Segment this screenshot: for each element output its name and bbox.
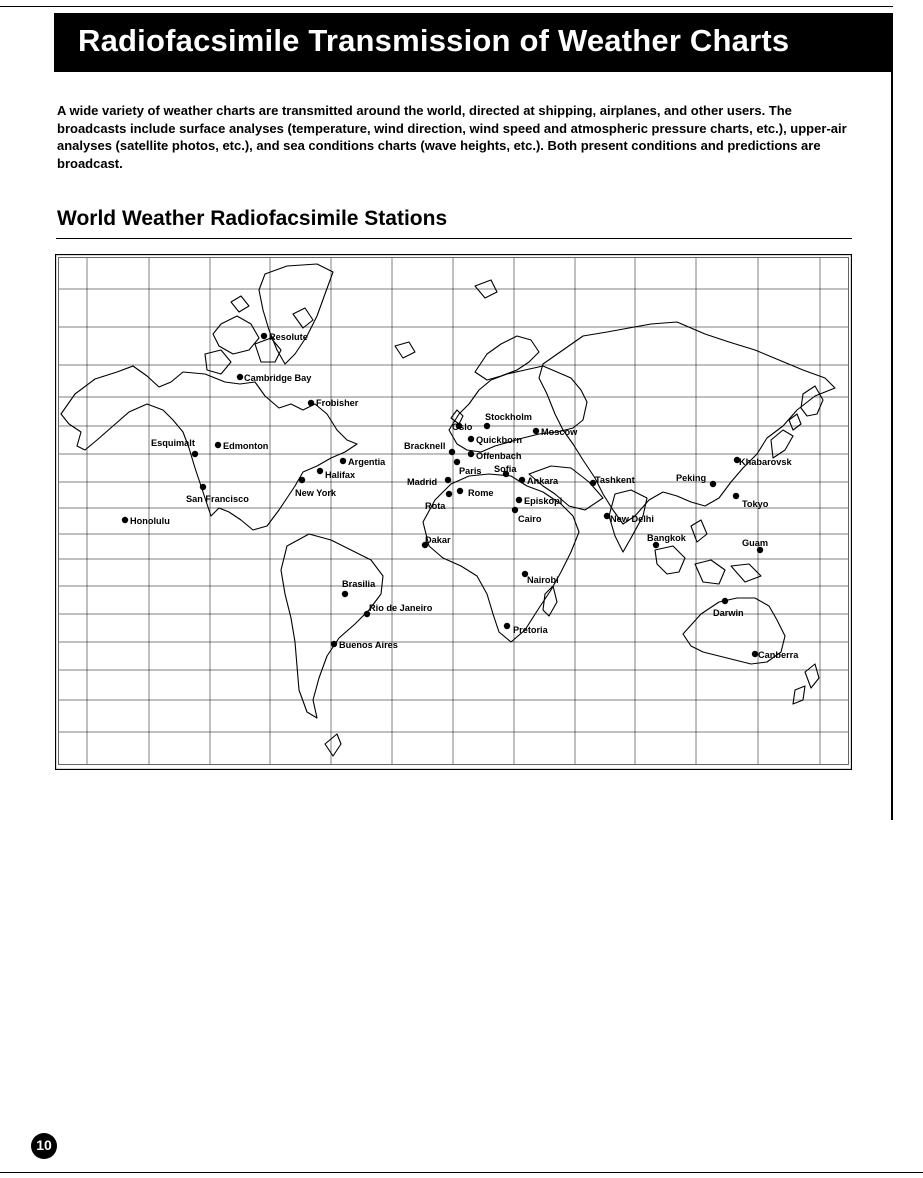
station-rome	[457, 488, 494, 498]
station-marker	[457, 488, 463, 494]
station-moscow	[533, 427, 578, 437]
station-oslo	[452, 422, 473, 432]
map-border	[56, 255, 852, 770]
indonesia-islands	[655, 546, 761, 584]
station-label: Oslo	[452, 422, 473, 432]
station-edmonton	[215, 441, 269, 451]
kamchatka-coast	[801, 386, 823, 416]
station-buenos-aires	[331, 640, 398, 650]
south-america-coast	[281, 534, 383, 718]
station-argentia	[340, 457, 386, 467]
page-title: Radiofacsimile Transmission of Weather Charts	[78, 23, 790, 58]
station-darwin	[713, 598, 744, 618]
station-stockholm	[484, 412, 532, 429]
map-svg	[55, 254, 852, 770]
station-label: Bangkok	[647, 533, 686, 543]
station-marker	[445, 477, 451, 483]
station-marker	[237, 374, 243, 380]
station-label: Edmonton	[223, 441, 269, 451]
station-marker	[516, 497, 522, 503]
station-label: Darwin	[713, 608, 744, 618]
station-label: Guam	[742, 538, 769, 548]
station-guam	[742, 538, 768, 553]
station-label: Cairo	[518, 514, 542, 524]
station-marker	[215, 442, 221, 448]
station-marker	[484, 423, 490, 429]
station-nairobi	[522, 571, 559, 585]
iceland-coast	[395, 342, 415, 358]
station-marker	[200, 484, 206, 490]
station-tokyo	[733, 493, 769, 509]
station-marker	[192, 451, 198, 457]
station-marker	[317, 468, 323, 474]
station-marker	[468, 436, 474, 442]
station-label: San Francisco	[186, 494, 249, 504]
page-bottom-rule	[0, 1172, 923, 1173]
station-label: Tokyo	[742, 499, 769, 509]
page-number: 10	[36, 1137, 52, 1153]
station-label: Honolulu	[130, 516, 170, 526]
station-label: Sofia	[494, 464, 517, 474]
station-label: Bracknell	[404, 441, 446, 451]
station-label: Canberra	[758, 650, 799, 660]
station-label: Paris	[459, 466, 482, 476]
station-marker	[533, 428, 539, 434]
station-cambridge-bay	[237, 373, 312, 383]
station-cairo	[512, 507, 542, 524]
station-label: Brasilia	[342, 579, 376, 589]
station-label: Episkopi	[524, 496, 563, 506]
station-marker	[722, 598, 728, 604]
station-label: Rome	[468, 488, 494, 498]
station-label: Quickborn	[476, 435, 522, 445]
station-resolute	[261, 332, 308, 342]
station-tashkent	[590, 475, 635, 486]
station-rio-de-janeiro	[364, 603, 433, 617]
station-marker	[122, 517, 128, 523]
station-marker	[733, 493, 739, 499]
section-heading: World Weather Radiofacsimile Stations	[57, 207, 448, 230]
station-label: Esquimalt	[151, 438, 195, 448]
station-paris	[454, 459, 482, 476]
title-banner	[54, 13, 893, 72]
station-label: New York	[295, 488, 337, 498]
station-marker	[446, 491, 452, 497]
north-america-coast	[61, 366, 357, 530]
station-label: Peking	[676, 473, 707, 483]
station-label: Buenos Aires	[339, 640, 398, 650]
station-marker	[519, 477, 525, 483]
station-marker	[340, 458, 346, 464]
station-bangkok	[647, 533, 687, 548]
station-label: Tashkent	[595, 475, 635, 485]
station-label: Argentia	[348, 457, 386, 467]
page-top-rule	[0, 6, 893, 7]
station-marker	[504, 623, 510, 629]
station-brasilia	[342, 579, 376, 597]
station-label: Khabarovsk	[739, 457, 792, 467]
station-dakar	[422, 535, 451, 548]
coastlines	[61, 264, 835, 756]
madagascar-coast	[543, 586, 557, 616]
station-bracknell	[404, 441, 455, 455]
intro-paragraph: A wide variety of weather charts are transmitted around the world, directed at shipping, airplanes, and other users. The broadcasts include surface analyses (temperature, wind direction, wind speed and atmospheric pressure charts, etc.), upper-air analyses (satellite photos, etc.), and sea conditions charts (wave heights, etc.). Both present conditions and predictions are broadcast.	[57, 103, 847, 171]
station-label: Moscow	[541, 427, 578, 437]
station-marker	[449, 449, 455, 455]
station-marker	[512, 507, 518, 513]
scandinavia-coast	[475, 336, 539, 380]
station-honolulu	[122, 516, 170, 526]
station-label: Resolute	[269, 332, 308, 342]
page-right-rule	[891, 68, 893, 820]
page-number-badge	[31, 1133, 57, 1159]
station-label: Stockholm	[485, 412, 532, 422]
map-inner-border	[59, 258, 849, 765]
section-rule	[56, 238, 852, 239]
station-label: Ankara	[527, 476, 559, 486]
station-marker	[454, 459, 460, 465]
station-frobisher	[308, 398, 359, 408]
station-label: Pretoria	[513, 625, 548, 635]
station-label: Rota	[425, 501, 446, 511]
station-pretoria	[504, 623, 549, 635]
cape-horn-coast	[325, 734, 341, 756]
station-label: Cambridge Bay	[244, 373, 312, 383]
station-label: Halifax	[325, 470, 356, 480]
station-marker	[331, 641, 337, 647]
station-khabarovsk	[734, 457, 793, 467]
station-offenbach	[468, 451, 522, 461]
station-canberra	[752, 650, 799, 660]
station-label: Offenbach	[476, 451, 522, 461]
station-marker	[342, 591, 348, 597]
station-new-delhi	[604, 513, 654, 524]
station-marker	[261, 333, 267, 339]
station-marker	[468, 451, 474, 457]
station-label: Dakar	[425, 535, 451, 545]
station-san-francisco	[186, 484, 249, 504]
station-quickborn	[468, 435, 523, 445]
station-label: New Delhi	[610, 514, 654, 524]
station-label: Rio de Janeiro	[369, 603, 433, 613]
philippines-coast	[691, 520, 707, 542]
station-marker	[299, 477, 305, 483]
station-label: Madrid	[407, 477, 438, 487]
map-grid	[59, 258, 848, 764]
station-label: Frobisher	[316, 398, 359, 408]
station-label: Nairobi	[527, 575, 559, 585]
station-episkopi	[516, 496, 562, 506]
station-halifax	[317, 468, 356, 480]
station-marker	[308, 400, 314, 406]
station-marker	[710, 481, 716, 487]
world-station-map	[55, 254, 852, 770]
japan-coast	[771, 414, 801, 458]
